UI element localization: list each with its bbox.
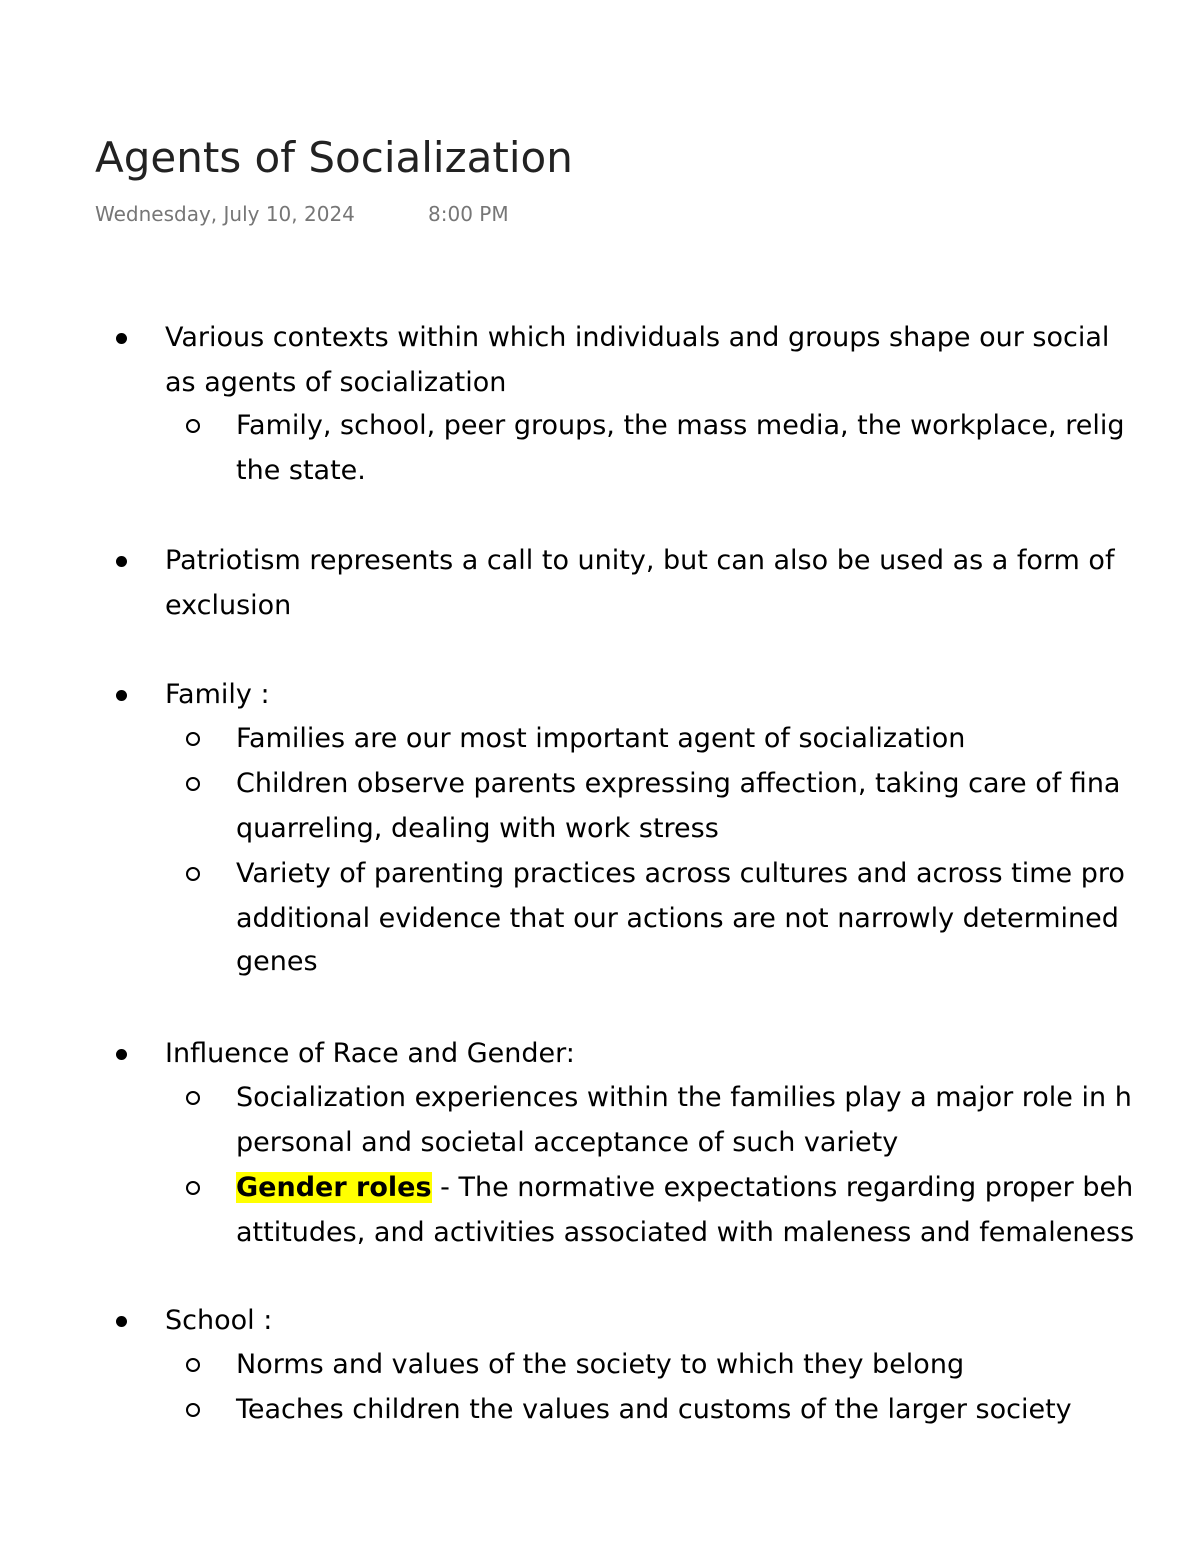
hollow-bullet-icon (186, 732, 200, 746)
sub-list-item-text[interactable]: Family, school, peer groups, the mass media, the workplace, relig (236, 410, 1125, 441)
sub-list-item-text[interactable]: genes (236, 946, 318, 977)
highlighted-term[interactable]: Gender roles (236, 1172, 432, 1203)
hollow-bullet-icon (186, 1091, 200, 1105)
sub-list-item-text[interactable]: additional evidence that our actions are not narrowly determined (236, 903, 1119, 934)
hollow-bullet-icon (186, 419, 200, 433)
definition-text[interactable]: - The normative expectations regarding proper beh (431, 1172, 1134, 1203)
hollow-bullet-icon (186, 1358, 200, 1372)
note-date: Wednesday, July 10, 2024 (95, 202, 355, 226)
list-item-text[interactable]: Influence of Race and Gender: (165, 1038, 575, 1069)
sub-list-item-text[interactable]: Children observe parents expressing affection, taking care of fina (236, 768, 1121, 799)
list-item-text[interactable]: Family : (165, 679, 270, 710)
hollow-bullet-icon (186, 1403, 200, 1417)
note-time: 8:00 PM (428, 202, 509, 226)
sub-list-item-text[interactable]: Variety of parenting practices across cultures and across time pro (236, 858, 1125, 889)
page-title[interactable]: Agents of Socialization (95, 133, 573, 182)
sub-list-item-text[interactable]: the state. (236, 455, 366, 486)
list-item-text[interactable]: exclusion (165, 590, 292, 621)
hollow-bullet-icon (186, 867, 200, 881)
sub-list-item-text[interactable]: Teaches children the values and customs of the larger society (236, 1394, 1072, 1425)
bullet-dot-icon (116, 677, 127, 713)
sub-list-item-text[interactable]: Norms and values of the society to which they belong (236, 1349, 965, 1380)
bullet-dot-icon (116, 1036, 127, 1072)
hollow-bullet-icon (186, 777, 200, 791)
list-item-text[interactable]: as agents of socialization (165, 367, 507, 398)
bullet-dot-icon (116, 320, 127, 356)
list-item-text[interactable]: Patriotism represents a call to unity, but can also be used as a form of (165, 545, 1115, 576)
sub-list-item-text[interactable]: attitudes, and activities associated with maleness and femaleness (236, 1217, 1135, 1248)
sub-list-item-text[interactable]: quarreling, dealing with work stress (236, 813, 719, 844)
list-item-text[interactable]: Various contexts within which individuals and groups shape our social (165, 322, 1110, 353)
list-item-text[interactable]: School : (165, 1305, 273, 1336)
sub-list-item-text[interactable]: Families are our most important agent of socialization (236, 723, 966, 754)
sub-list-item-text[interactable] (236, 1170, 1133, 1206)
sub-list-item-text[interactable]: personal and societal acceptance of such variety (236, 1127, 899, 1158)
hollow-bullet-icon (186, 1181, 200, 1195)
bullet-dot-icon (116, 543, 127, 579)
bullet-dot-icon (116, 1303, 127, 1339)
sub-list-item-text[interactable]: Socialization experiences within the families play a major role in h (236, 1082, 1132, 1113)
